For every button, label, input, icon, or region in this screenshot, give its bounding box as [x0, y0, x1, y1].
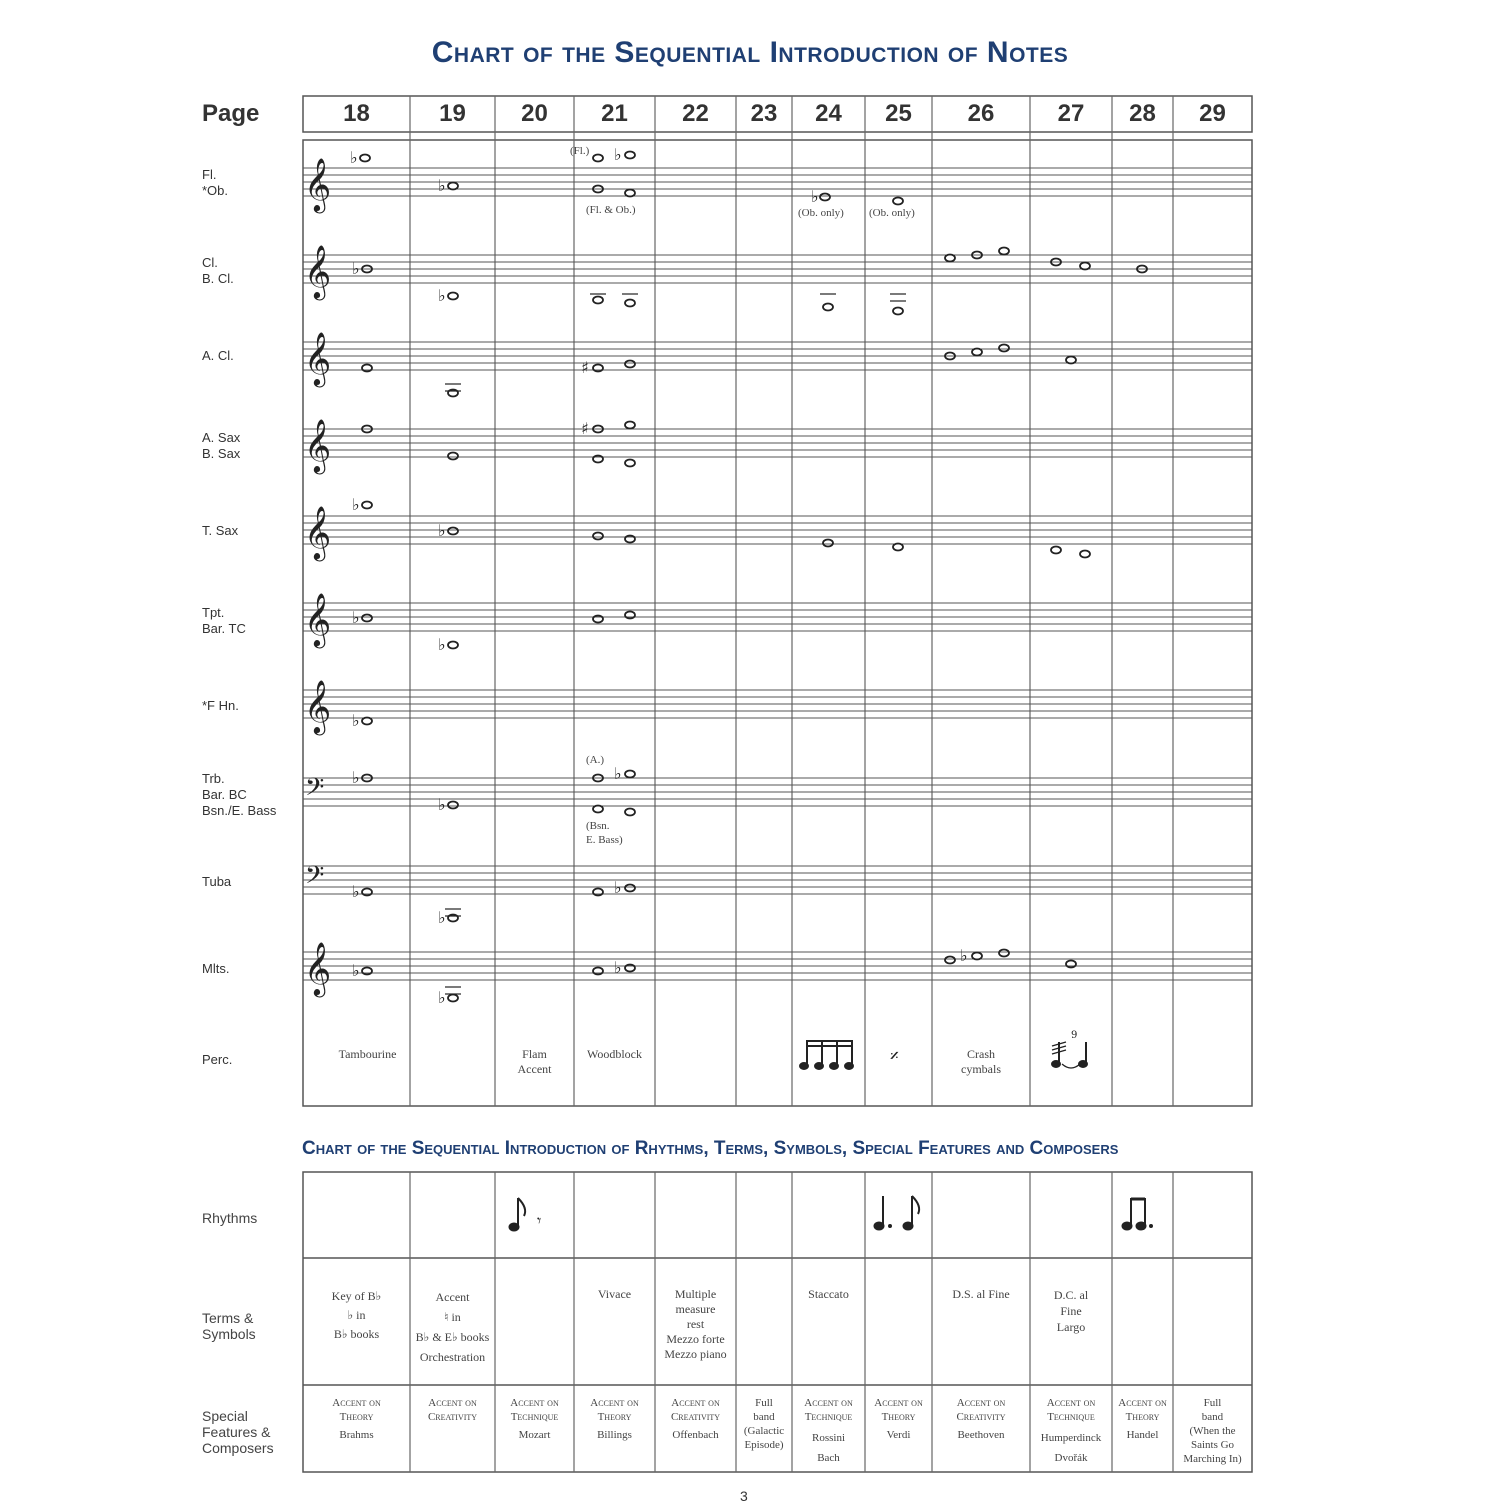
flat-icon: ♭: [352, 711, 360, 730]
page-number-21: 21: [601, 100, 628, 127]
treble-clef-icon: 𝄞: [304, 157, 332, 211]
special-p22: Accent on Creativity Offenbach: [670, 1397, 721, 1441]
page-number-22: 22: [682, 100, 709, 127]
bass-clef-icon: 𝄢: [305, 773, 325, 808]
instrument-f-hn: *F Hn.: [202, 698, 239, 713]
repeat-measure-icon: 𝄎: [890, 1046, 899, 1067]
special-p24: Accent on Technique Rossini Bach: [804, 1397, 853, 1464]
flat-icon: ♭: [352, 882, 360, 901]
flat-icon: ♭: [438, 286, 446, 305]
bass-clef-icon: 𝄢: [305, 861, 325, 896]
flat-icon: ♭: [352, 608, 360, 627]
treble-clef-icon: 𝄞: [304, 505, 332, 559]
instrument-trb: Trb. Bar. BC Bsn./E. Bass: [202, 771, 277, 818]
whole-note-icon: [893, 308, 903, 315]
perc-crash-cymbals: Crash cymbals: [961, 1047, 1001, 1076]
whole-note-icon: [893, 544, 903, 551]
whole-note-icon: [625, 422, 635, 429]
instrument-a-sax: A. Sax B. Sax: [202, 430, 241, 461]
page-number-23: 23: [750, 100, 778, 127]
trb-a-note: (A.): [586, 754, 605, 766]
flat-icon: ♭: [350, 148, 358, 167]
special-label: Special Features & Composers: [202, 1408, 274, 1456]
flat-icon: ♭: [352, 961, 360, 980]
chart-subtitle: Chart of the Sequential Introduction of Rhythms, Terms, Symbols, Special Features and Composers: [302, 1138, 1119, 1159]
page-number-20: 20: [521, 100, 548, 127]
instrument-cl: Cl. B. Cl.: [202, 255, 234, 286]
sharp-icon: ♯: [581, 358, 589, 377]
sharp-icon: ♯: [581, 419, 589, 438]
flat-icon: ♭: [811, 187, 819, 206]
eighth-note-rest-icon: [509, 1198, 541, 1231]
special-p18: Accent on Theory Brahms: [332, 1397, 381, 1441]
flat-icon: ♭: [438, 795, 446, 814]
bsn-ebass-note: (Bsn. E. Bass): [586, 820, 623, 846]
flat-icon: ♭: [438, 908, 446, 927]
flat-icon: ♭: [960, 946, 968, 965]
page-footer-number: 3: [740, 1488, 748, 1504]
page-number-24: 24: [815, 100, 842, 127]
whole-note-icon: [360, 155, 370, 162]
terms-p21: Vivace: [597, 1287, 632, 1301]
whole-note-icon: [1080, 263, 1090, 270]
whole-note-icon: [362, 502, 372, 509]
staff-tuba: [303, 866, 1252, 894]
whole-note-icon: [625, 460, 635, 467]
whole-note-icon: [625, 300, 635, 307]
whole-note-icon: [999, 950, 1009, 957]
ob-only-note-24: (Ob. only): [798, 207, 844, 219]
whole-note-icon: [593, 297, 603, 304]
special-p21: Accent on Theory Billings: [590, 1397, 639, 1441]
terms-p24: Staccato: [808, 1287, 849, 1301]
perc-flam-accent: Flam Accent: [517, 1047, 552, 1076]
treble-clef-icon: 𝄞: [304, 418, 332, 472]
rhythms-label: Rhythms: [202, 1210, 258, 1226]
treble-clef-icon: 𝄞: [304, 244, 332, 298]
page-number-28: 28: [1129, 100, 1156, 127]
whole-note-icon: [448, 528, 458, 535]
whole-note-icon: [362, 718, 372, 725]
instrument-fl-ob: Fl. *Ob.: [202, 167, 229, 198]
whole-note-icon: [448, 802, 458, 809]
whole-note-icon: [1051, 547, 1061, 554]
whole-note-icon: [625, 361, 635, 368]
special-p26: Accent on Creativity Beethoven: [956, 1397, 1006, 1441]
whole-note-icon: [593, 806, 603, 813]
whole-note-icon: [823, 304, 833, 311]
terms-p18: Key of B♭ ♭ in B♭ books: [331, 1289, 382, 1341]
whole-note-icon: [448, 642, 458, 649]
treble-clef-icon: 𝄞: [304, 592, 332, 646]
staff-a-sax: [303, 429, 1252, 457]
sixteenth-notes-icon: [800, 1040, 853, 1069]
whole-note-icon: [448, 995, 458, 1002]
eighth-dotted-quarter-icon: [1122, 1198, 1153, 1230]
page-number-18: 18: [343, 100, 370, 127]
whole-note-icon: [893, 198, 903, 205]
whole-note-icon: [1066, 357, 1076, 364]
instrument-a-cl: A. Cl.: [202, 348, 234, 363]
whole-note-icon: [593, 533, 603, 540]
special-p20: Accent on Technique Mozart: [510, 1397, 559, 1441]
whole-note-icon: [820, 194, 830, 201]
flat-icon: ♭: [614, 958, 622, 977]
fl-ob-note: (Fl. & Ob.): [586, 204, 636, 216]
flat-icon: ♭: [614, 878, 622, 897]
flat-icon: ♭: [352, 259, 360, 278]
special-p23: Full band (Galactic Episode): [743, 1397, 785, 1451]
whole-note-icon: [972, 349, 982, 356]
terms-label: Terms & Symbols: [202, 1310, 256, 1342]
staff-mlts: [303, 952, 1252, 980]
perc-tambourine: Tambourine: [338, 1047, 397, 1061]
flat-icon: ♭: [352, 768, 360, 787]
instrument-perc: Perc.: [202, 1052, 233, 1067]
page-label: Page: [202, 100, 260, 127]
svg-text:𝄾: 𝄾: [537, 1211, 542, 1230]
special-p19: Accent on Creativity: [427, 1397, 478, 1423]
instrument-tuba: Tuba: [202, 874, 232, 889]
whole-note-icon: [1080, 551, 1090, 558]
instrument-mlts: Mlts.: [202, 961, 230, 976]
whole-note-icon: [625, 771, 635, 778]
page-number-29: 29: [1199, 100, 1226, 127]
whole-note-icon: [972, 953, 982, 960]
special-p25: Accent on Theory Verdi: [874, 1397, 923, 1441]
whole-note-icon: [625, 152, 635, 159]
whole-note-icon: [625, 190, 635, 197]
flat-icon: ♭: [438, 176, 446, 195]
page-number-19: 19: [439, 100, 466, 127]
dotted-quarter-eighth-icon: [874, 1196, 919, 1230]
flat-icon: ♭: [614, 764, 622, 783]
page-number-25: 25: [885, 100, 912, 127]
whole-note-icon: [593, 155, 603, 162]
whole-note-icon: [999, 248, 1009, 255]
roll-notation-icon: [1052, 1030, 1087, 1068]
special-p29: Full band (When the Saints Go Marching In): [1183, 1397, 1242, 1465]
svg-text:9: 9: [1071, 1030, 1078, 1041]
flat-icon: ♭: [614, 145, 622, 164]
flat-icon: ♭: [438, 521, 446, 540]
perc-woodblock: Woodblock: [586, 1047, 643, 1061]
whole-note-icon: [625, 809, 635, 816]
whole-note-icon: [823, 540, 833, 547]
terms-p27: D.C. al Fine Largo: [1053, 1288, 1089, 1334]
flat-icon: ♭: [352, 495, 360, 514]
staff-tpt: [303, 603, 1252, 631]
terms-p22: Multiple measure rest Mezzo forte Mezzo piano: [664, 1287, 727, 1361]
page-number-27: 27: [1057, 100, 1085, 127]
whole-note-icon: [945, 255, 955, 262]
treble-clef-icon: 𝄞: [304, 679, 332, 733]
whole-note-icon: [625, 885, 635, 892]
staff-a-cl: [303, 342, 1252, 370]
flat-icon: ♭: [438, 635, 446, 654]
whole-note-icon: [448, 293, 458, 300]
chart-title: Chart of the Sequential Introduction of Notes: [431, 36, 1069, 69]
staff-f-hn: [303, 690, 1252, 718]
whole-note-icon: [945, 957, 955, 964]
fl-label: (Fl.): [570, 145, 590, 157]
special-p28: Accent on Theory Handel: [1118, 1397, 1167, 1441]
special-p27: Accent on Technique Humperdinck Dvořák: [1040, 1397, 1102, 1464]
staff-cl: [303, 255, 1252, 283]
ob-only-note-25: (Ob. only): [869, 207, 915, 219]
whole-note-icon: [448, 183, 458, 190]
treble-clef-icon: 𝄞: [304, 331, 332, 385]
treble-clef-icon: 𝄞: [304, 941, 332, 995]
whole-note-icon: [999, 345, 1009, 352]
terms-p26: D.S. al Fine: [952, 1287, 1010, 1301]
terms-p19: Accent ♮ in B♭ & E♭ books Orchestration: [415, 1290, 490, 1364]
whole-note-icon: [448, 453, 458, 460]
instrument-t-sax: T. Sax: [202, 523, 239, 538]
page-number-26: 26: [967, 100, 995, 127]
whole-note-icon: [362, 615, 372, 622]
instrument-tpt: Tpt. Bar. TC: [202, 605, 246, 636]
flat-icon: ♭: [438, 988, 446, 1007]
